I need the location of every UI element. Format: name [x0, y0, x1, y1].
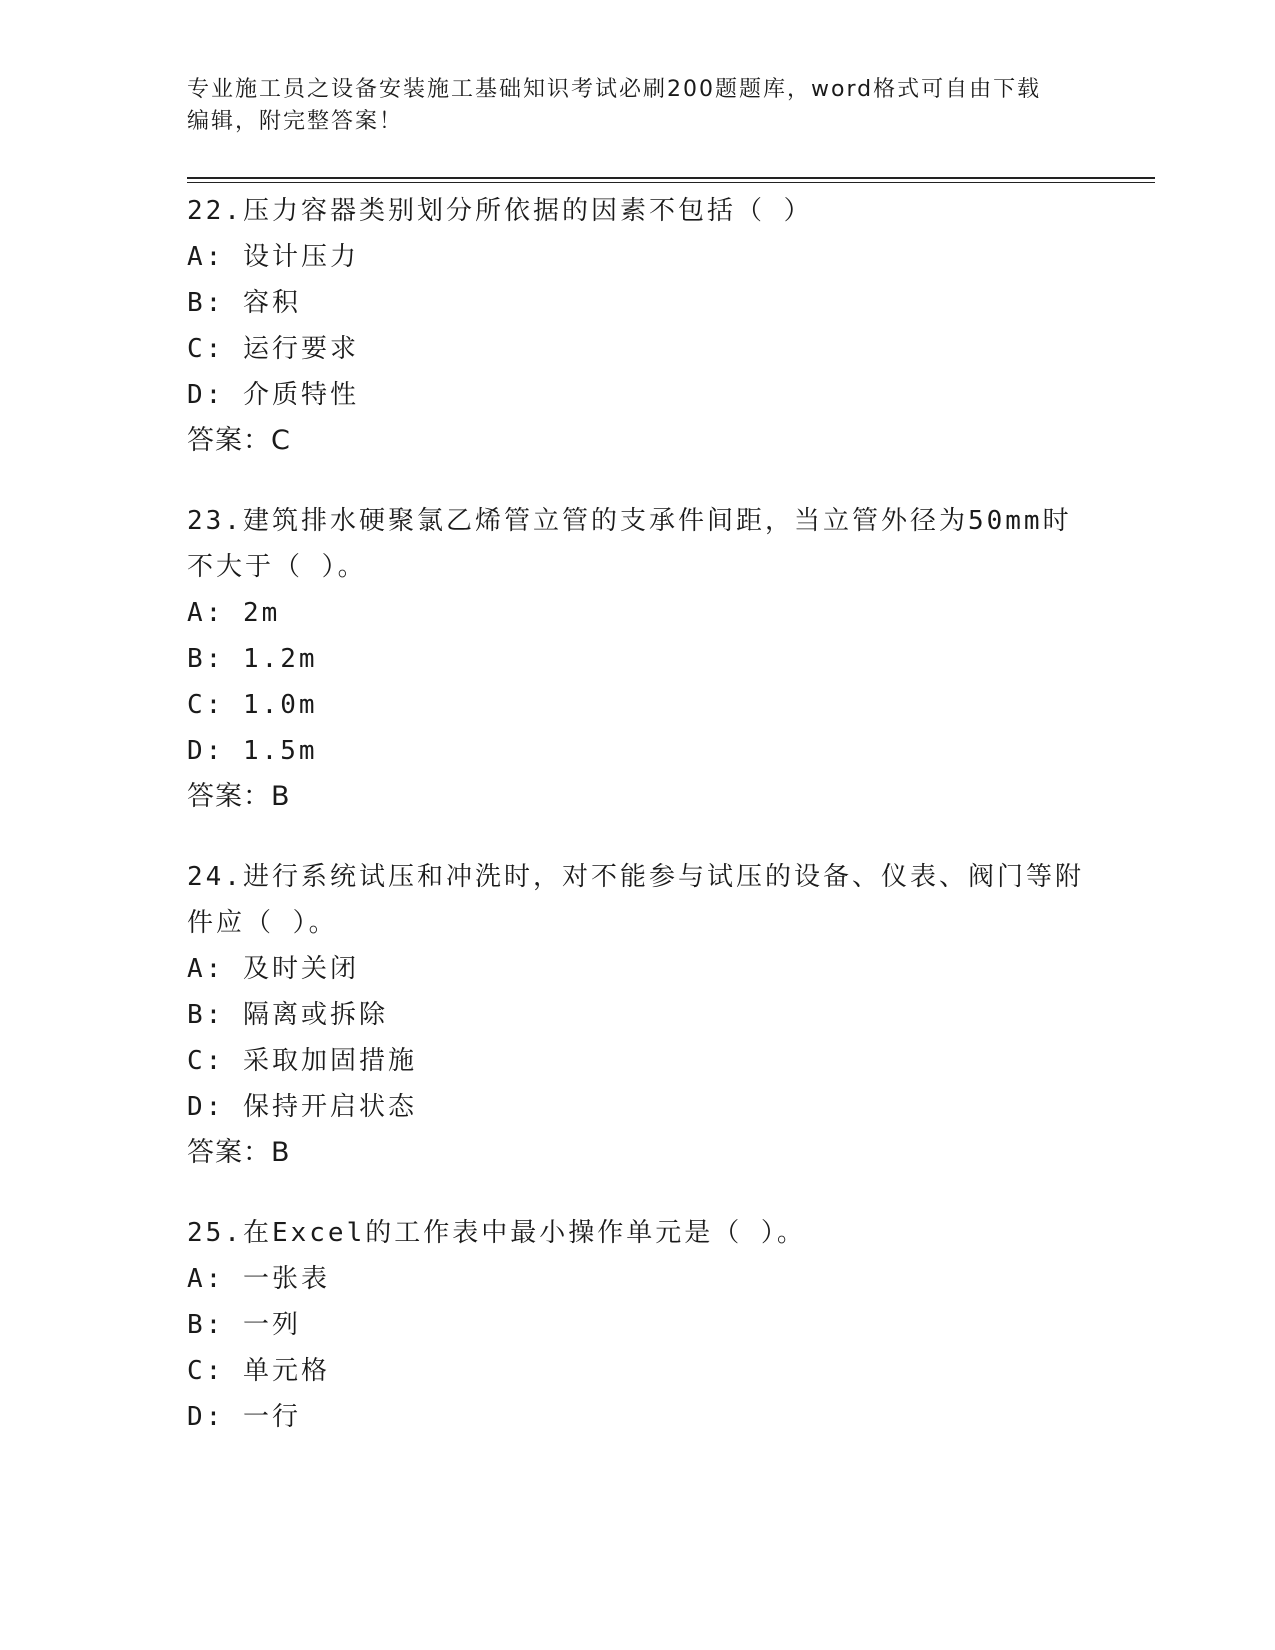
document-header: [187, 74, 1087, 138]
answer: 答案：B: [187, 781, 291, 812]
option-a: A: 及时关闭: [187, 954, 359, 984]
option-c: C: 采取加固措施: [187, 1046, 417, 1076]
answer: 答案：C: [187, 425, 291, 456]
option-d: D: 一行: [187, 1402, 301, 1432]
option-b: B: 1.2m: [187, 644, 318, 674]
option-d: D: 1.5m: [187, 736, 318, 766]
question-23: [187, 498, 1087, 820]
question-25: [187, 1210, 1087, 1440]
option-b: B: 隔离或拆除: [187, 1000, 388, 1030]
option-d: D: 保持开启状态: [187, 1092, 417, 1122]
question-text: 22.压力容器类别划分所依据的因素不包括（ ）: [187, 196, 813, 226]
option-d: D: 介质特性: [187, 380, 359, 410]
option-a: A: 一张表: [187, 1264, 330, 1294]
question-list: [187, 188, 1087, 1474]
option-a: A: 2m: [187, 598, 281, 628]
option-c: C: 运行要求: [187, 334, 359, 364]
question-text: 23.建筑排水硬聚氯乙烯管立管的支承件间距，当立管外径为50mm时: [187, 506, 1072, 536]
header-line-1: 专业施工员之设备安装施工基础知识考试必刷200题题库，word格式可自由下载: [187, 77, 1042, 102]
option-c: C: 单元格: [187, 1356, 330, 1386]
header-divider-thick: [187, 177, 1155, 179]
option-b: B: 一列: [187, 1310, 301, 1340]
header-line-2: 编辑，附完整答案！: [187, 109, 404, 134]
option-b: B: 容积: [187, 288, 301, 318]
option-a: A: 设计压力: [187, 242, 359, 272]
question-24: [187, 854, 1087, 1176]
answer: 答案：B: [187, 1137, 291, 1168]
question-text-continued: 件应（ ）。: [187, 908, 338, 938]
header-divider-thin: [187, 182, 1155, 183]
option-c: C: 1.0m: [187, 690, 318, 720]
question-text: 25.在Excel的工作表中最小操作单元是（ ）。: [187, 1218, 806, 1248]
question-text-continued: 不大于（ ）。: [187, 552, 367, 582]
question-22: [187, 188, 1087, 464]
question-text: 24.进行系统试压和冲洗时，对不能参与试压的设备、仪表、阀门等附: [187, 862, 1084, 892]
